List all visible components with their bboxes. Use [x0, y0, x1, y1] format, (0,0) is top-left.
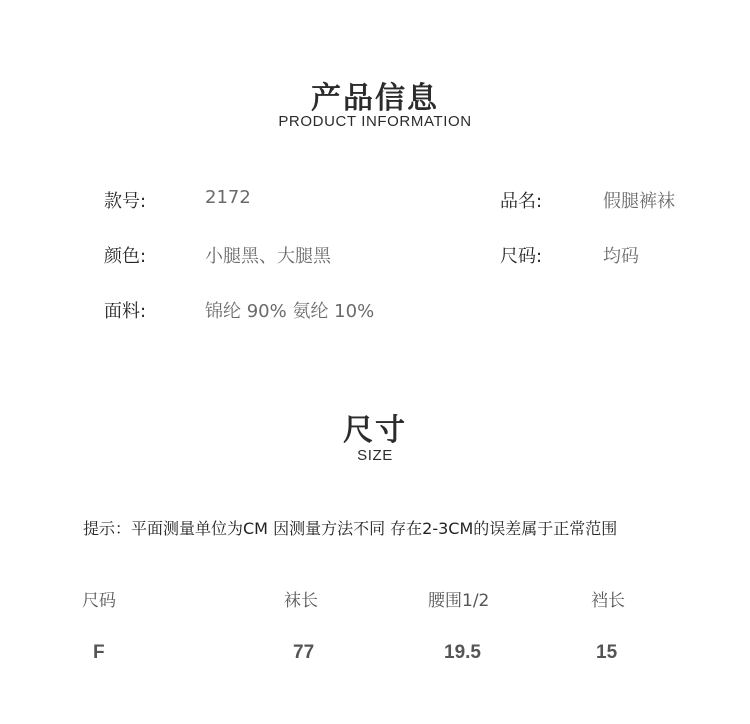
measurement-tip: 提示：平面测量单位为CM 因测量方法不同 存在2-3CM的误差属于正常范围 — [83, 519, 618, 538]
table-header-size: 尺码 — [82, 591, 116, 611]
color-value: 小腿黑、大腿黑 — [205, 246, 331, 267]
table-header-half-waist: 腰围1/2 — [428, 591, 490, 611]
product-info-title: 产品信息 — [311, 81, 439, 116]
size-subtitle: SIZE — [357, 447, 393, 464]
product-info-subtitle: PRODUCT INFORMATION — [278, 113, 472, 130]
table-cell-size: F — [93, 642, 105, 663]
product-name-value: 假腿裤袜 — [603, 191, 675, 212]
table-cell-sock-length: 77 — [293, 642, 315, 663]
style-no-label: 款号: — [104, 191, 147, 212]
color-label: 颜色: — [104, 246, 147, 267]
table-header-sock-length: 袜长 — [284, 591, 318, 611]
table-cell-crotch-length: 15 — [596, 642, 618, 663]
fabric-label: 面料: — [104, 301, 147, 322]
size-label: 尺码: — [500, 246, 543, 267]
size-title: 尺寸 — [343, 413, 407, 448]
size-value: 均码 — [603, 246, 639, 267]
table-cell-half-waist: 19.5 — [444, 642, 481, 663]
table-header-crotch-length: 裆长 — [591, 591, 625, 611]
style-no-value: 2172 — [205, 187, 251, 208]
product-name-label: 品名: — [500, 191, 543, 212]
fabric-value: 锦纶 90% 氨纶 10% — [205, 301, 375, 322]
